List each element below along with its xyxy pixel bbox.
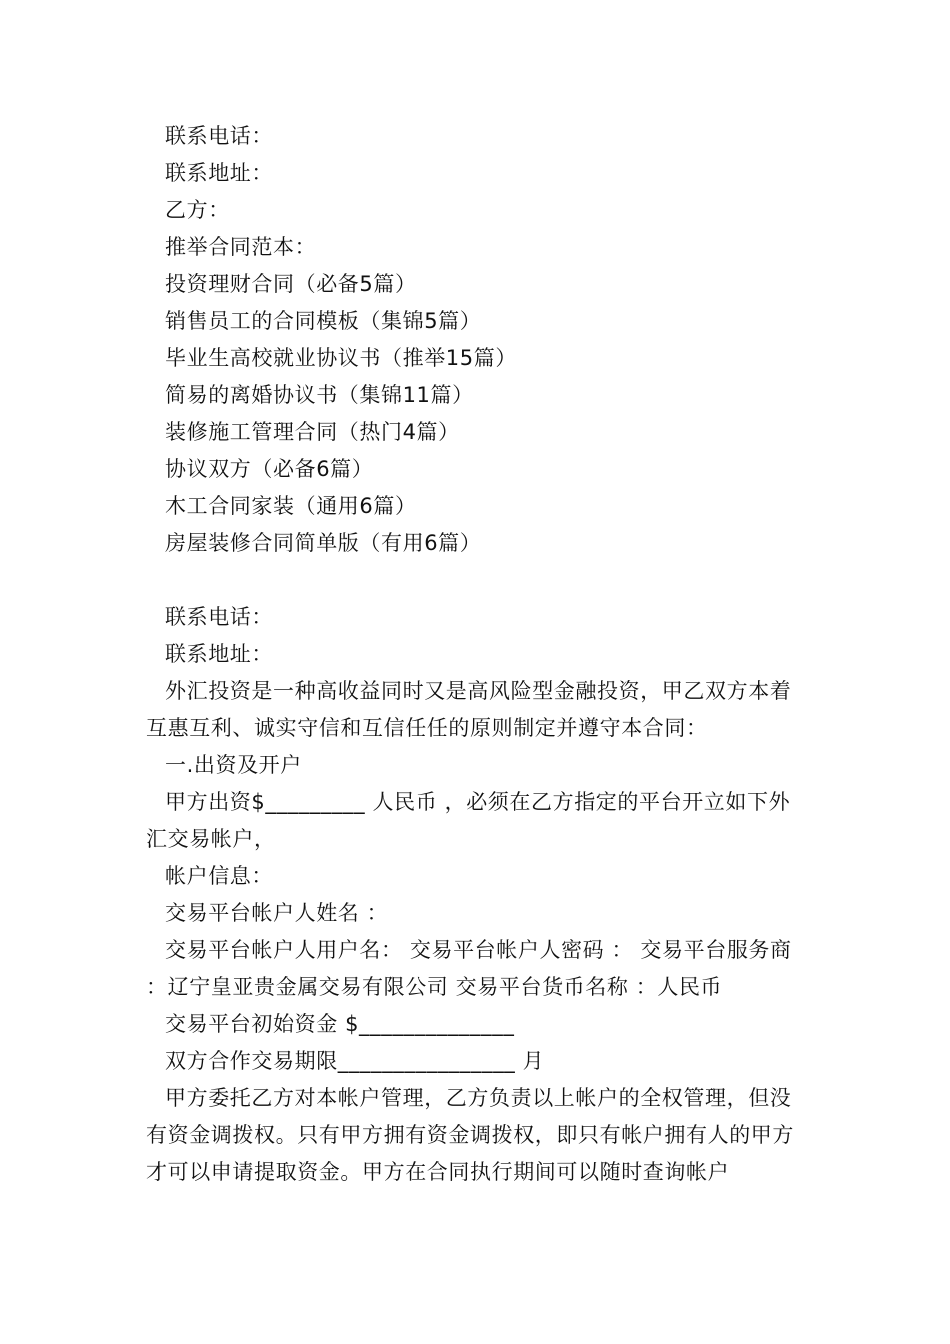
period-line: 双方合作交易期限________________ 月 — [165, 1049, 545, 1073]
management-paragraph: 甲方委托乙方对本帐户管理，乙方负责以上帐户的全权管理，但没有资金调拨权。只有甲方拥有资金调拨权，即只有帐户拥有人的甲方才可以申请提取资金。甲方在合同执行期间可以随时查询帐户 — [146, 1086, 794, 1184]
capital-paragraph: 甲方出资$_________ 人民币 ，必须在乙方指定的平台开立如下外汇交易帐户， — [146, 790, 791, 851]
recommend-item: 协议双方（必备6篇） — [165, 457, 374, 481]
recommend-title: 推举合同范本： — [165, 235, 317, 259]
recommend-item: 房屋装修合同简单版（有用6篇） — [165, 531, 482, 555]
intro-paragraph: 外汇投资是一种高收益同时又是高风险型金融投资，甲乙双方本着互惠互利、诚实守信和互信任任的原则制定并遵守本合同： — [146, 679, 792, 740]
section-heading: 一.出资及开户 — [165, 753, 302, 777]
recommend-item: 装修施工管理合同（热门4篇） — [165, 420, 460, 444]
account-name-line: 交易平台帐户人姓名 ： — [165, 901, 389, 925]
party-b-line: 乙方： — [165, 198, 230, 222]
recommend-item: 毕业生高校就业协议书（推举15篇） — [165, 346, 517, 370]
account-details-paragraph: 交易平台帐户人用户名： 交易平台帐户人密码 ： 交易平台服务商 ：辽宁皇亚贵金属交易有限公司 交易平台货币名称 ：人民币 — [146, 938, 792, 999]
contact-address-line: 联系地址： — [165, 642, 273, 666]
contact-phone-line: 联系电话： — [165, 605, 273, 629]
recommend-item: 销售员工的合同模板（集锦5篇） — [165, 309, 482, 333]
account-info-label: 帐户信息： — [165, 864, 273, 888]
blank-line — [146, 562, 810, 599]
document-content — [146, 118, 810, 1191]
recommend-item: 木工合同家装（通用6篇） — [165, 494, 417, 518]
recommend-item: 投资理财合同（必备5篇） — [165, 272, 417, 296]
initial-funds-line: 交易平台初始资金 $______________ — [165, 1012, 515, 1036]
contact-address-line: 联系地址： — [165, 161, 273, 185]
recommend-item: 简易的离婚协议书（集锦11篇） — [165, 383, 474, 407]
contact-phone-line: 联系电话： — [165, 124, 273, 148]
